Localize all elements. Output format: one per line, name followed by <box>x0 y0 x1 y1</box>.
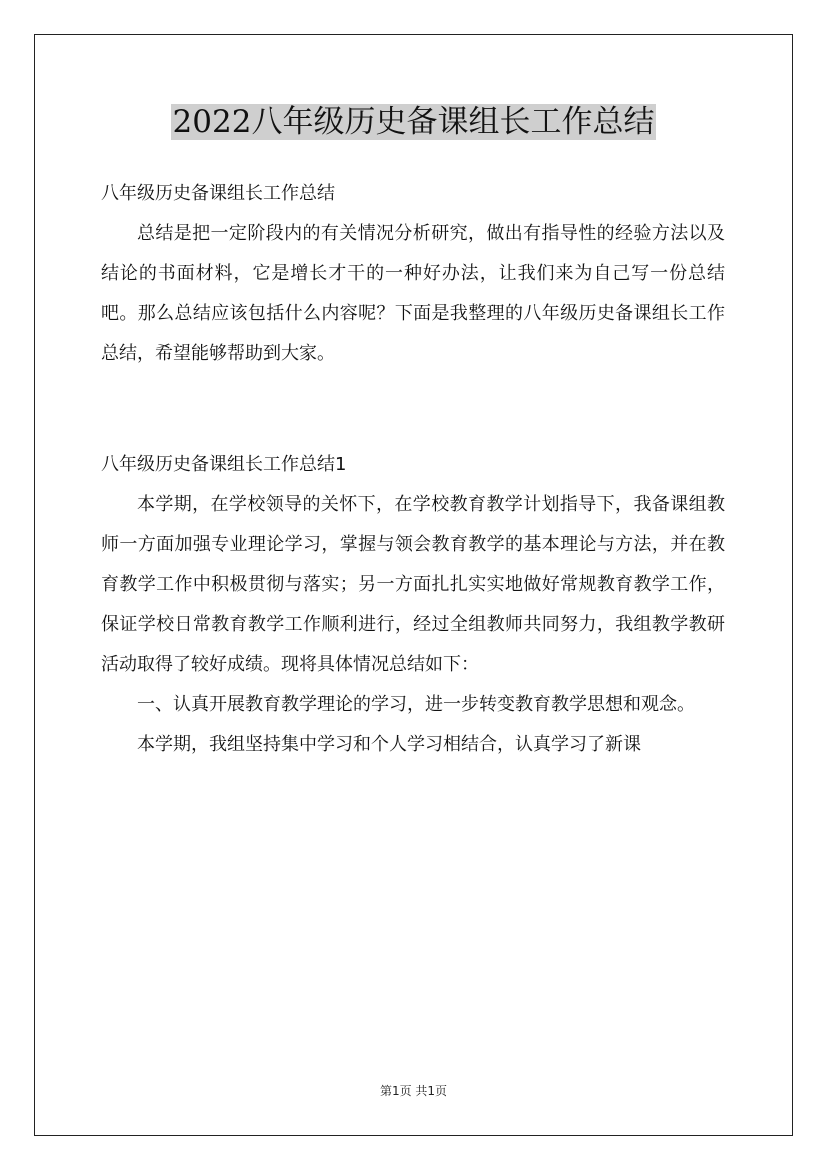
page-footer <box>0 1082 827 1099</box>
point-heading-1: 一、认真开展教育教学理论的学习，进一步转变教育教学思想和观念。 <box>137 694 695 715</box>
document-title <box>0 100 827 144</box>
body-paragraph-2: 本学期，我组坚持集中学习和个人学习相结合，认真学习了新课 <box>137 734 641 755</box>
paragraph-gap <box>101 374 725 445</box>
section-heading: 八年级历史备课组长工作总结1 <box>101 454 347 475</box>
intro-paragraph: 总结是把一定阶段内的有关情况分析研究，做出有指导性的经验方法以及结论的书面材料，它是增长才干的一种好办法，让我们来为自己写一份总结吧。那么总结应该包括什么内容呢？下面是我整理的八年级历史备课组长工作总结，希望能够帮助到大家。 <box>101 223 725 364</box>
body-paragraph-1: 本学期，在学校领导的关怀下，在学校教育教学计划指导下，我备课组教师一方面加强专业理论学习，掌握与领会教育教学的基本理论与方法，并在教育教学工作中积极贯彻与落实；另一方面扎扎实实地做好常规教育教学工作，保证学校日常教育教学工作顺利进行，经过全组教师共同努力，我组教学教研活动取得了较好成绩。现将具体情况总结如下： <box>101 494 725 675</box>
subtitle: 八年级历史备课组长工作总结 <box>101 183 335 204</box>
document-body <box>101 174 725 765</box>
document-title-text: 2022八年级历史备课组长工作总结 <box>172 104 655 140</box>
page-number: 第1页 共1页 <box>379 1084 448 1098</box>
